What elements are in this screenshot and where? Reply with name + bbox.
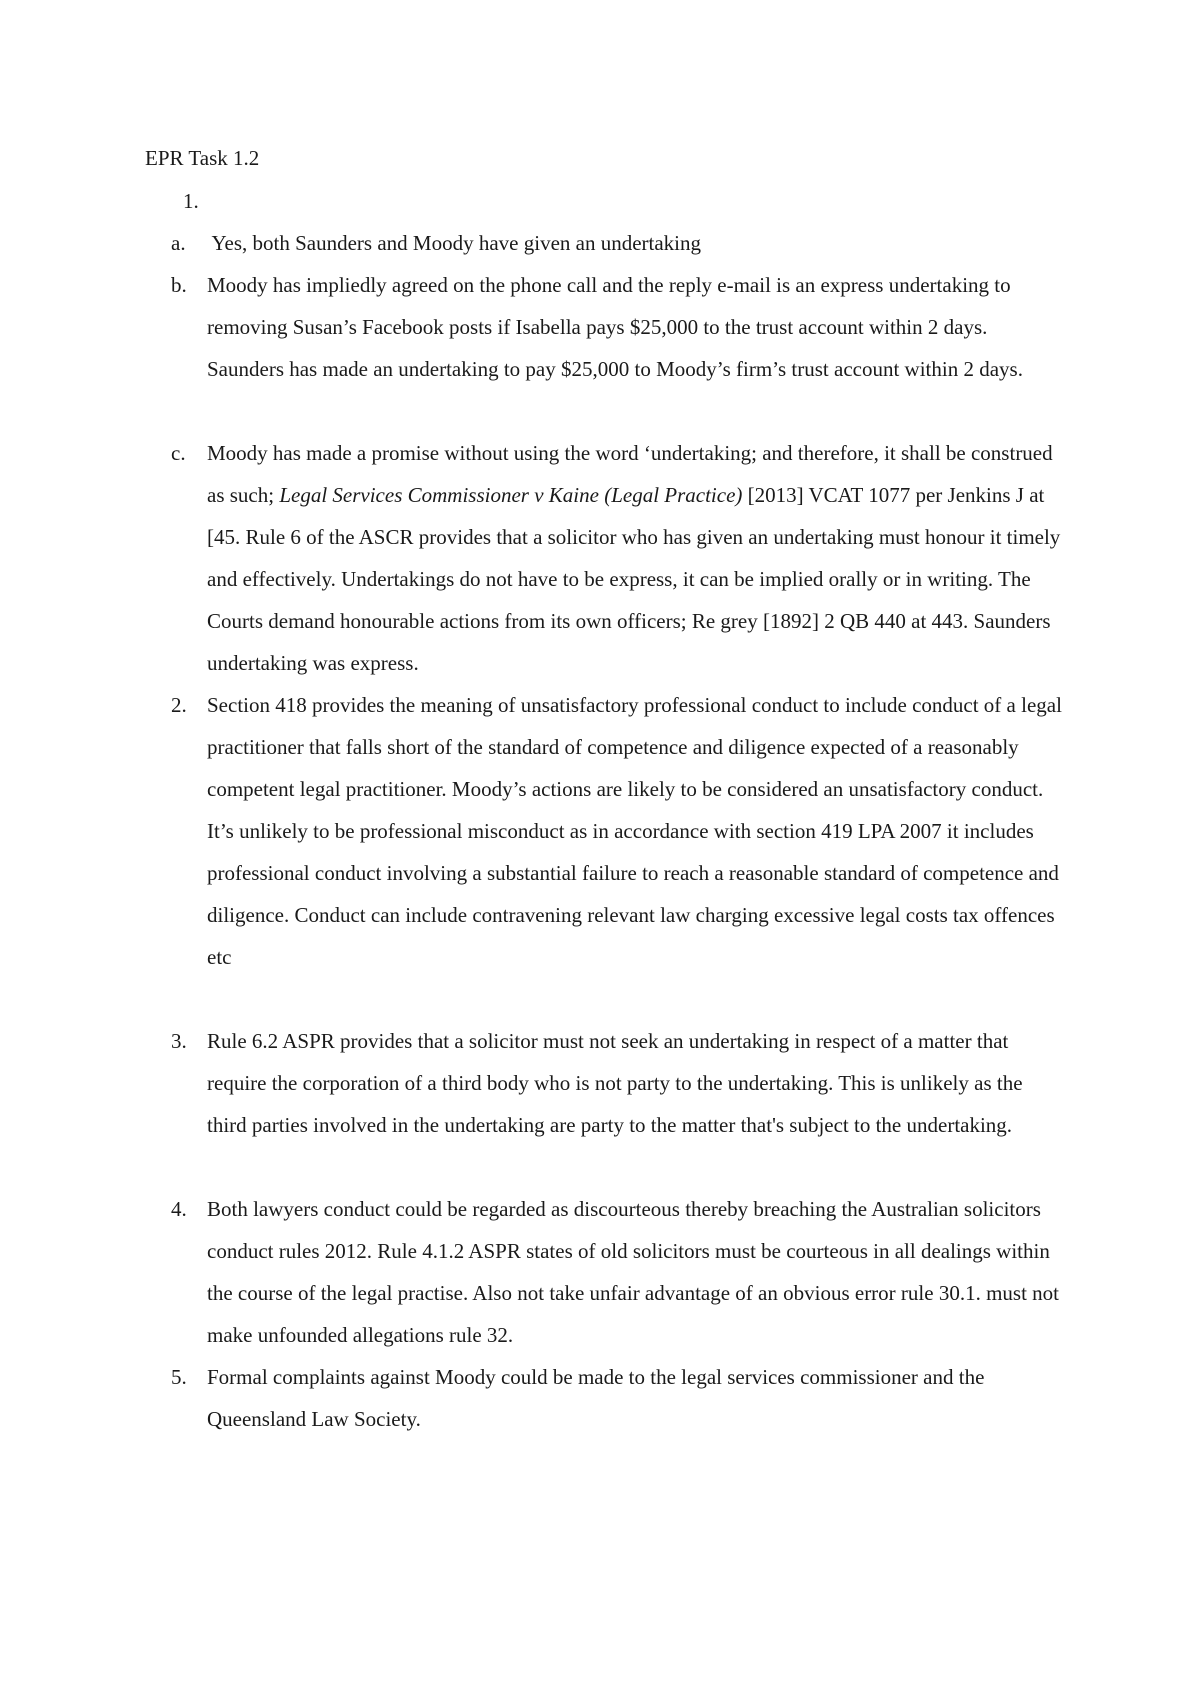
list-marker: a. bbox=[171, 231, 186, 255]
answer-text: Both lawyers conduct could be regarded as discourteous thereby breaching the Australian solicitors conduct rules 2012. Rule 4.1.2 ASPR states of old solicitors must be courteous in all dealings within the course of the legal practise. Also not take unfair advantage of an obvious error rule 30.1. must not make unfounded allegations rule 32. bbox=[207, 1197, 1059, 1347]
list-marker: 2. bbox=[171, 693, 187, 717]
list-marker: 4. bbox=[171, 1197, 187, 1221]
answer-1c bbox=[133, 432, 1063, 684]
answer-text-part: [2013] VCAT 1077 per Jenkins J at [45. Rule 6 of the ASCR provides that a solicitor who has given an undertaking must honour it timely and effectively. Undertakings do not have to be express, it can be implied orally or in writing. The Courts demand honourable actions from its own officers; Re grey [1892] 2 QB 440 at 443. Saunders undertaking was express. bbox=[207, 483, 1061, 675]
answer-text-part: Moody has made a promise without using the word ‘undertaking; and therefore, it shall be construed as such; bbox=[207, 441, 1053, 507]
list-marker: b. bbox=[171, 273, 187, 297]
document-title: EPR Task 1.2 bbox=[145, 146, 260, 170]
case-citation: Legal Services Commissioner v Kaine (Legal Practice) bbox=[279, 483, 743, 507]
answer-1b bbox=[133, 264, 1063, 390]
answer-3 bbox=[133, 1020, 1063, 1146]
answer-text: Section 418 provides the meaning of unsatisfactory professional conduct to include conduct of a legal practitioner that falls short of the standard of competence and diligence expected of a reasonably competent legal practitioner. Moody’s actions are likely to be considered an unsatisfactory conduct. It’s unlikely to be professional misconduct as in accordance with section 419 LPA 2007 it includes professional conduct involving a substantial failure to reach a reasonable standard of competence and diligence. Conduct can include contravening relevant law charging excessive legal costs tax offences etc bbox=[207, 693, 1062, 969]
answer-2 bbox=[133, 684, 1063, 978]
list-marker: 5. bbox=[171, 1365, 187, 1389]
answer-text: Moody has impliedly agreed on the phone call and the reply e-mail is an express undertaking to removing Susan’s Facebook posts if Isabella pays $25,000 to the trust account within 2 days. Saunders has made an undertaking to pay $25,000 to Moody’s firm’s trust account within 2 days. bbox=[207, 273, 1023, 381]
list-marker: 3. bbox=[171, 1029, 187, 1053]
list-marker: c. bbox=[171, 441, 186, 465]
answer-5 bbox=[133, 1356, 1063, 1440]
list-marker: 1. bbox=[183, 189, 199, 213]
answer-text: Rule 6.2 ASPR provides that a solicitor must not seek an undertaking in respect of a matter that require the corporation of a third body who is not party to the undertaking. This is unlikely as the third parties involved in the undertaking are party to the matter that's subject to the undertaking. bbox=[207, 1029, 1023, 1137]
answer-text: Formal complaints against Moody could be made to the legal services commissioner and the Queensland Law Society. bbox=[207, 1365, 985, 1431]
answer-text: Yes, both Saunders and Moody have given an undertaking bbox=[207, 231, 702, 255]
answer-text bbox=[207, 432, 1063, 684]
answer-4 bbox=[133, 1188, 1063, 1356]
answer-1a bbox=[133, 222, 1063, 264]
question-1 bbox=[145, 180, 1075, 222]
